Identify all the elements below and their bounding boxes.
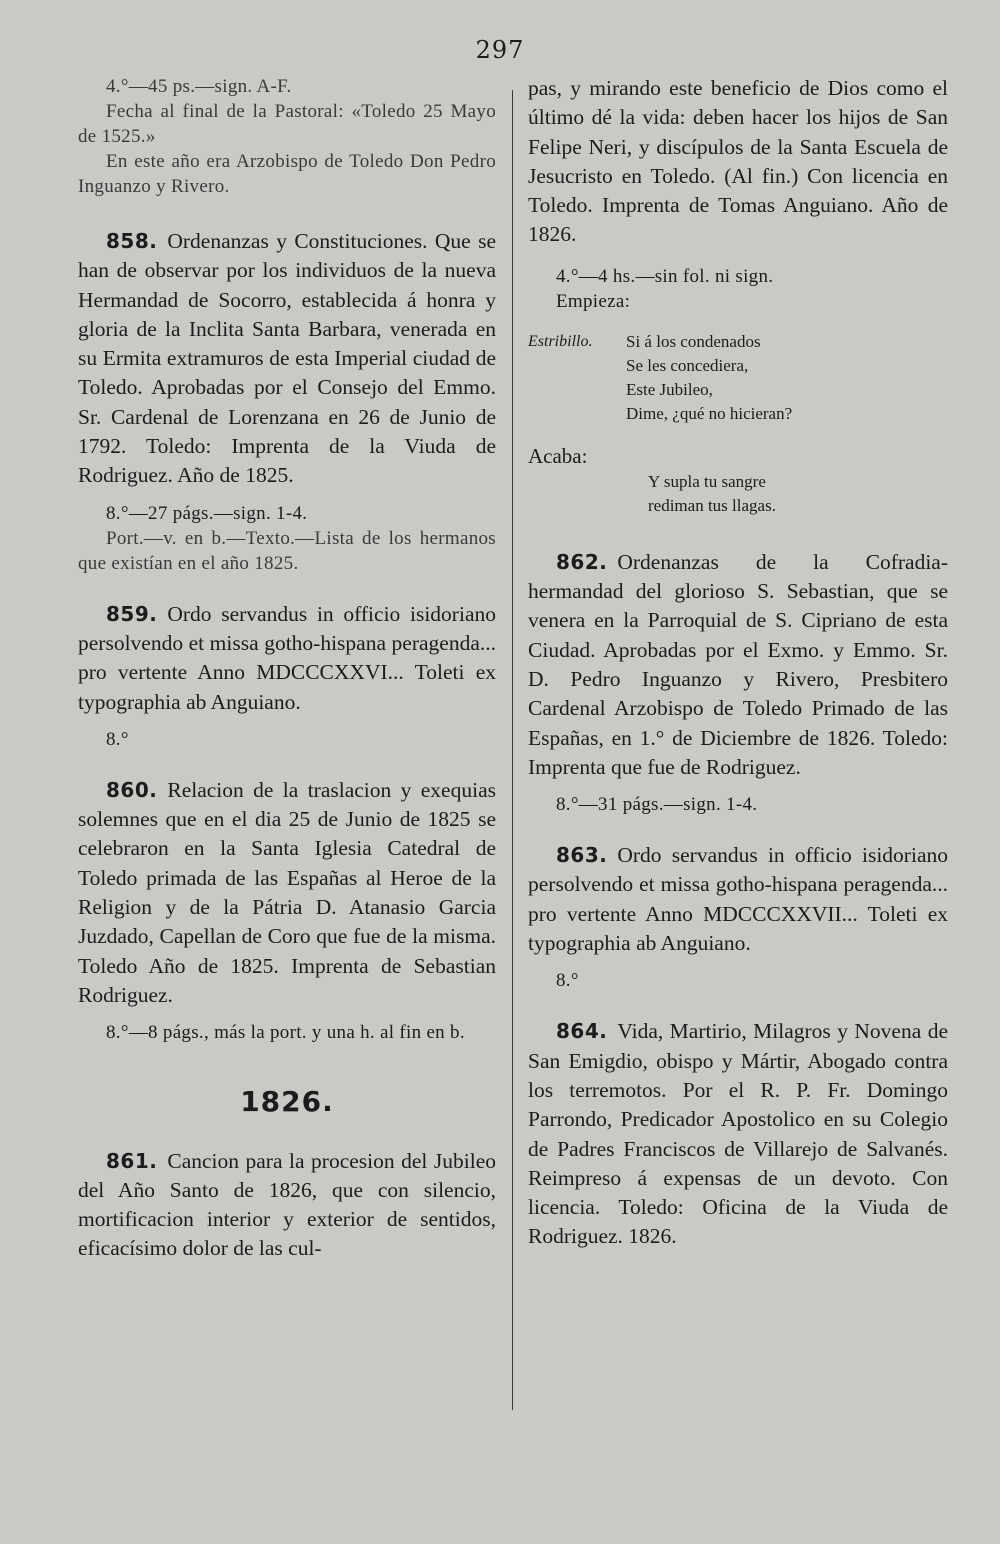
entry-number: 859.	[106, 601, 158, 626]
entry-text: Ordo servandus in officio isidoriano persolvendo et missa gotho-hispana peragenda... pro vertente Anno MDCCCXXVI... Toleti ex typographia ab Anguiano.	[78, 601, 496, 714]
entry-number: 861.	[106, 1148, 158, 1173]
entry-number: 862.	[556, 549, 608, 574]
right-column	[528, 74, 948, 1252]
entry-862	[528, 548, 948, 817]
entry-number: 858.	[106, 229, 158, 253]
entry-meta: 8.°	[106, 728, 129, 750]
intro-line-1: 4.°—45 ps.—sign. A-F.	[106, 76, 292, 97]
entry-858	[78, 227, 496, 576]
entry-text: Ordenanzas y Constituciones. Que se han de observar por los individuos de la nueva Hermandad de Socorro, establecida á honra y gloria de la Inclita Santa Barbara, venerada en su Ermita extramuros de esta Imperial ciudad de Toledo. Aprobadas por el Consejo del Emmo. Sr. Cardenal de Lorenzana en 26 de Junio de 1792. Toledo: Imprenta de la Viuda de Rodriguez. Año de 1825.	[78, 229, 496, 488]
entry-number: 864.	[556, 1019, 608, 1044]
entry-863	[528, 841, 948, 993]
continued-text: pas, y mirando este beneficio de Dios como el último dé la vida: deben hacer los hijos de San Felipe Neri, y discípulos de la Santa Escuela de Jesucristo en Toledo. (Al fin.) Con licencia en Toledo. Imprenta de Tomas Anguiano. Año de 1826.	[528, 76, 948, 247]
acaba-label: Acaba:	[528, 443, 588, 468]
verse-line: Este Jubileo,	[626, 379, 713, 399]
verse-acaba	[528, 436, 948, 518]
entry-text: Vida, Martirio, Milagros y Novena de San Emigdio, obispo y Mártir, Abogado contra los terremotos. Por el R. P. Fr. Domingo Parrondo, Predicador Apostolico en su Colegio de Padres Franciscos de Villarejo de Salvanés. Reimpreso á expensas de un devoto. Con licencia. Toledo: Oficina de la Viuda de Rodriguez. 1826.	[528, 1019, 948, 1249]
entry-860	[78, 776, 496, 1045]
verse-line: Y supla tu sangre	[648, 471, 766, 491]
verse-lines	[648, 436, 948, 518]
entry-meta: 8.°—8 págs., más la port. y una h. al fin en b.	[106, 1022, 465, 1044]
entry-text: Cancion para la procesion del Jubileo del Año Santo de 1826, que con silencio, mortificacion interior y exterior de sentidos, eficacísimo dolor de las cul-	[78, 1148, 496, 1261]
verse-estribillo	[528, 330, 948, 426]
entry-meta: 8.°—27 págs.—sign. 1-4.	[106, 502, 308, 524]
entry-text: Relacion de la traslacion y exequias solemnes que en el dia 25 de Junio de 1825 se celebraron en la Santa Iglesia Catedral de Toledo primada de las Españas al Heroe de la Religion y de la Pátria D. Atanasio Garcia Juzdado, Capellan de Coro que fue de la misma. Toledo Año de 1825. Imprenta de Sebastian Rodriguez.	[78, 777, 496, 1007]
verse-line: Si á los condenados	[626, 331, 761, 351]
entry-859	[78, 600, 496, 752]
entry-text: Ordo servandus in officio isidoriano persolvendo et missa gotho-hispana peragenda... pro vertente Anno MDCCCXXVII... Toleti ex typographia ab Anguiano.	[528, 843, 948, 956]
verse-line: Dime, ¿qué no hicieran?	[626, 403, 793, 423]
empieza-label: Empieza:	[556, 290, 631, 312]
entry-number: 863.	[556, 843, 608, 868]
entry-864	[528, 1017, 948, 1251]
entry-meta: Port.—v. en b.—Texto.—Lista de los hermanos que existían en el año 1825.	[78, 527, 496, 574]
entry-861	[78, 1147, 496, 1264]
page-number: 297	[475, 36, 525, 64]
verse-line: Se les concediera,	[626, 355, 749, 375]
left-column	[78, 74, 496, 1264]
entry-meta: 4.°—4 hs.—sin fol. ni sign.	[556, 265, 774, 287]
entry-number: 860.	[106, 777, 158, 802]
entry-meta: 8.°—31 págs.—sign. 1-4.	[556, 794, 758, 816]
estribillo-label: Estribillo.	[528, 332, 593, 350]
intro-line-3: En este año era Arzobispo de Toledo Don Pedro Inguanzo y Rivero.	[78, 151, 496, 197]
entry-text: Ordenanzas de la Cofradia-hermandad del glorioso S. Sebastian, que se venera en la Parroquial de S. Cipriano de esta Ciudad. Aprobadas por el Exmo. y Emmo. Sr. D. Pedro Inguanzo y Rivero, Presbitero Cardenal Arzobispo de Toledo Primado de las Españas, en 1.° de Diciembre de 1826. Toledo: Imprenta que fue de Rodriguez.	[528, 549, 948, 779]
verse-lines	[626, 330, 948, 426]
column-divider	[512, 90, 513, 1410]
intro-line-2: Fecha al final de la Pastoral: «Toledo 25 Mayo de 1525.»	[78, 101, 496, 147]
verse-line: rediman tus llagas.	[648, 495, 776, 515]
entry-meta: 8.°	[556, 970, 579, 992]
year-heading: 1826.	[240, 1085, 334, 1119]
